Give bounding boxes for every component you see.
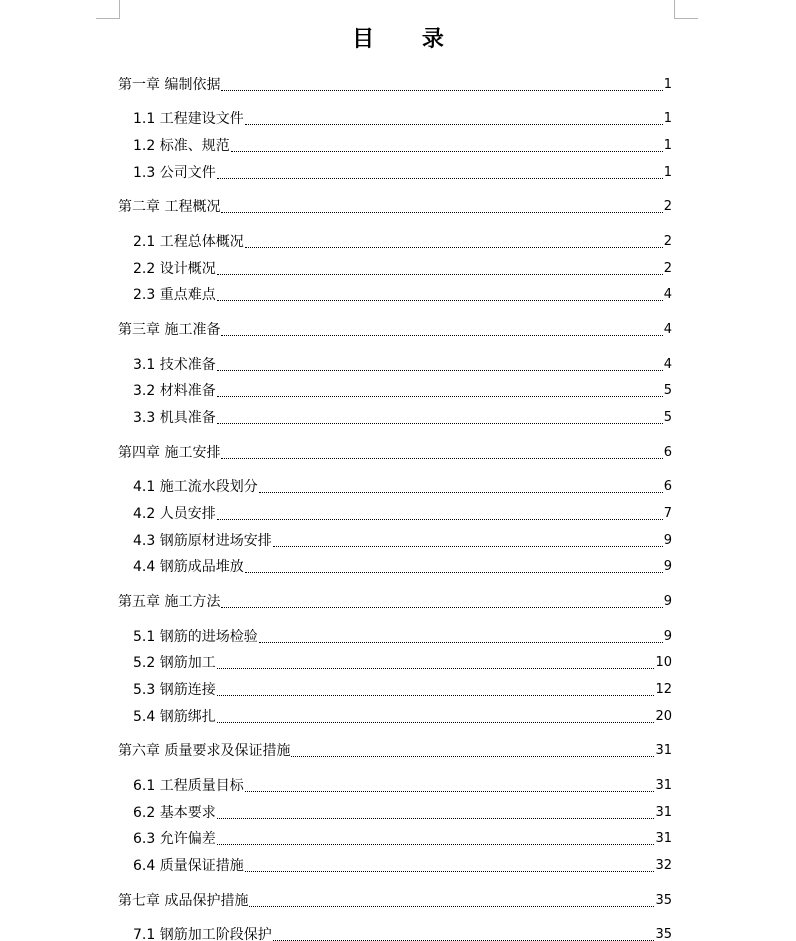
toc-entry-label: 5.3 钢筋连接 (133, 682, 216, 698)
toc-dot-leader (245, 871, 655, 872)
toc-entry-label: 第七章 成品保护措施 (118, 893, 249, 909)
toc-page-number: 12 (655, 682, 672, 697)
toc-section-entry[interactable] (133, 857, 672, 875)
toc-dot-leader (217, 519, 663, 520)
toc-dot-leader (245, 791, 655, 792)
crop-mark-top-left (96, 0, 120, 19)
toc-section-entry[interactable] (133, 830, 672, 848)
toc-section-entry[interactable] (133, 532, 672, 550)
toc-entry-label: 5.2 钢筋加工 (133, 655, 216, 671)
toc-dot-leader (291, 756, 654, 757)
toc-dot-leader (221, 607, 662, 608)
toc-page-number: 9 (663, 629, 672, 644)
toc-entry-label: 6.3 允许偏差 (133, 831, 216, 847)
toc-page-number: 20 (655, 709, 672, 724)
toc-page-number: 35 (655, 927, 672, 941)
toc-dot-leader (245, 247, 663, 248)
toc-section-entry[interactable] (133, 558, 672, 576)
toc-section-entry[interactable] (133, 286, 672, 304)
toc-page-number: 31 (655, 831, 672, 846)
toc-title: 目 录 (352, 26, 464, 52)
toc-chapter-entry[interactable] (118, 198, 672, 216)
toc-dot-leader (221, 335, 662, 336)
toc-dot-leader (221, 458, 662, 459)
toc-dot-leader (217, 370, 663, 371)
toc-chapter-entry[interactable] (118, 742, 672, 760)
toc-dot-leader (217, 844, 655, 845)
toc-entry-label: 1.3 公司文件 (133, 165, 216, 181)
toc-page-number: 6 (663, 479, 672, 494)
toc-entry-label: 3.3 机具准备 (133, 410, 216, 426)
toc-entry-label: 第三章 施工准备 (118, 322, 221, 338)
toc-page-number: 31 (655, 805, 672, 820)
toc-page-number: 31 (655, 778, 672, 793)
toc-page-number: 6 (663, 445, 672, 460)
toc-entry-label: 第二章 工程概况 (118, 199, 221, 215)
toc-chapter-entry[interactable] (118, 76, 672, 94)
toc-entry-label: 5.1 钢筋的进场检验 (133, 629, 258, 645)
toc-entry-label: 6.1 工程质量目标 (133, 778, 244, 794)
toc-entry-label: 2.2 设计概况 (133, 261, 216, 277)
toc-section-entry[interactable] (133, 777, 672, 795)
toc-chapter-entry[interactable] (118, 892, 672, 910)
toc-page-number: 10 (655, 655, 672, 670)
toc-chapter-entry[interactable] (118, 444, 672, 462)
toc-section-entry[interactable] (133, 110, 672, 128)
toc-dot-leader (217, 274, 663, 275)
toc-dot-leader (217, 423, 663, 424)
toc-entry-label: 2.3 重点难点 (133, 287, 216, 303)
toc-dot-leader (221, 90, 662, 91)
toc-section-entry[interactable] (133, 478, 672, 496)
toc-page-number: 7 (663, 506, 672, 521)
toc-entry-label: 第五章 施工方法 (118, 594, 221, 610)
toc-chapter-entry[interactable] (118, 321, 672, 339)
toc-dot-leader (273, 546, 663, 547)
toc-entry-label: 第一章 编制依据 (118, 77, 221, 93)
toc-entry-label: 3.1 技术准备 (133, 357, 216, 373)
toc-entry-label: 3.2 材料准备 (133, 383, 216, 399)
toc-entry-label: 4.3 钢筋原材进场安排 (133, 533, 272, 549)
toc-entry-label: 2.1 工程总体概况 (133, 234, 244, 250)
toc-section-entry[interactable] (133, 260, 672, 278)
toc-page-number: 5 (663, 383, 672, 398)
toc-dot-leader (259, 492, 663, 493)
toc-chapter-entry[interactable] (118, 593, 672, 611)
toc-page-number: 2 (663, 261, 672, 276)
toc-page-number: 1 (663, 138, 672, 153)
toc-section-entry[interactable] (133, 628, 672, 646)
toc-dot-leader (259, 642, 663, 643)
toc-page-number: 1 (663, 77, 672, 92)
toc-section-entry[interactable] (133, 382, 672, 400)
toc-dot-leader (245, 572, 663, 573)
toc-entry-label: 4.1 施工流水段划分 (133, 479, 258, 495)
toc-section-entry[interactable] (133, 137, 672, 155)
toc-section-entry[interactable] (133, 505, 672, 523)
toc-page-number: 4 (663, 357, 672, 372)
toc-entry-label: 4.2 人员安排 (133, 506, 216, 522)
toc-page-number: 9 (663, 559, 672, 574)
toc-dot-leader (249, 906, 654, 907)
toc-dot-leader (217, 396, 663, 397)
toc-section-entry[interactable] (133, 708, 672, 726)
toc-page-number: 32 (655, 858, 672, 873)
toc-dot-leader (245, 124, 663, 125)
toc-page-number: 9 (663, 594, 672, 609)
toc-dot-leader (217, 178, 663, 179)
toc-entry-label: 6.2 基本要求 (133, 805, 216, 821)
toc-entry-label: 1.2 标准、规范 (133, 138, 230, 154)
toc-section-entry[interactable] (133, 926, 672, 941)
toc-dot-leader (217, 722, 655, 723)
toc-entry-label: 5.4 钢筋绑扎 (133, 709, 216, 725)
toc-dot-leader (217, 695, 655, 696)
toc-page-number: 2 (663, 234, 672, 249)
toc-entry-label: 第六章 质量要求及保证措施 (118, 743, 291, 759)
toc-dot-leader (221, 212, 662, 213)
toc-page-number: 4 (663, 322, 672, 337)
toc-entry-label: 4.4 钢筋成品堆放 (133, 559, 244, 575)
toc-page-number: 1 (663, 165, 672, 180)
toc-page-number: 4 (663, 287, 672, 302)
toc-page-number: 9 (663, 533, 672, 548)
toc-dot-leader (217, 668, 655, 669)
toc-section-entry[interactable] (133, 681, 672, 699)
toc-entry-label: 7.1 钢筋加工阶段保护 (133, 927, 272, 941)
toc-page-number: 2 (663, 199, 672, 214)
toc-entry-label: 6.4 质量保证措施 (133, 858, 244, 874)
toc-entry-label: 第四章 施工安排 (118, 445, 221, 461)
toc-section-entry[interactable] (133, 804, 672, 822)
toc-page-number: 31 (655, 743, 672, 758)
toc-page-number: 35 (655, 893, 672, 908)
toc-section-entry[interactable] (133, 164, 672, 182)
toc-section-entry[interactable] (133, 356, 672, 374)
toc-dot-leader (231, 151, 663, 152)
toc-dot-leader (217, 818, 655, 819)
toc-page-number: 5 (663, 410, 672, 425)
toc-section-entry[interactable] (133, 654, 672, 672)
toc-section-entry[interactable] (133, 409, 672, 427)
toc-section-entry[interactable] (133, 233, 672, 251)
crop-mark-top-right (674, 0, 698, 19)
toc-page-number: 1 (663, 111, 672, 126)
toc-dot-leader (217, 300, 663, 301)
toc-entry-label: 1.1 工程建设文件 (133, 111, 244, 127)
